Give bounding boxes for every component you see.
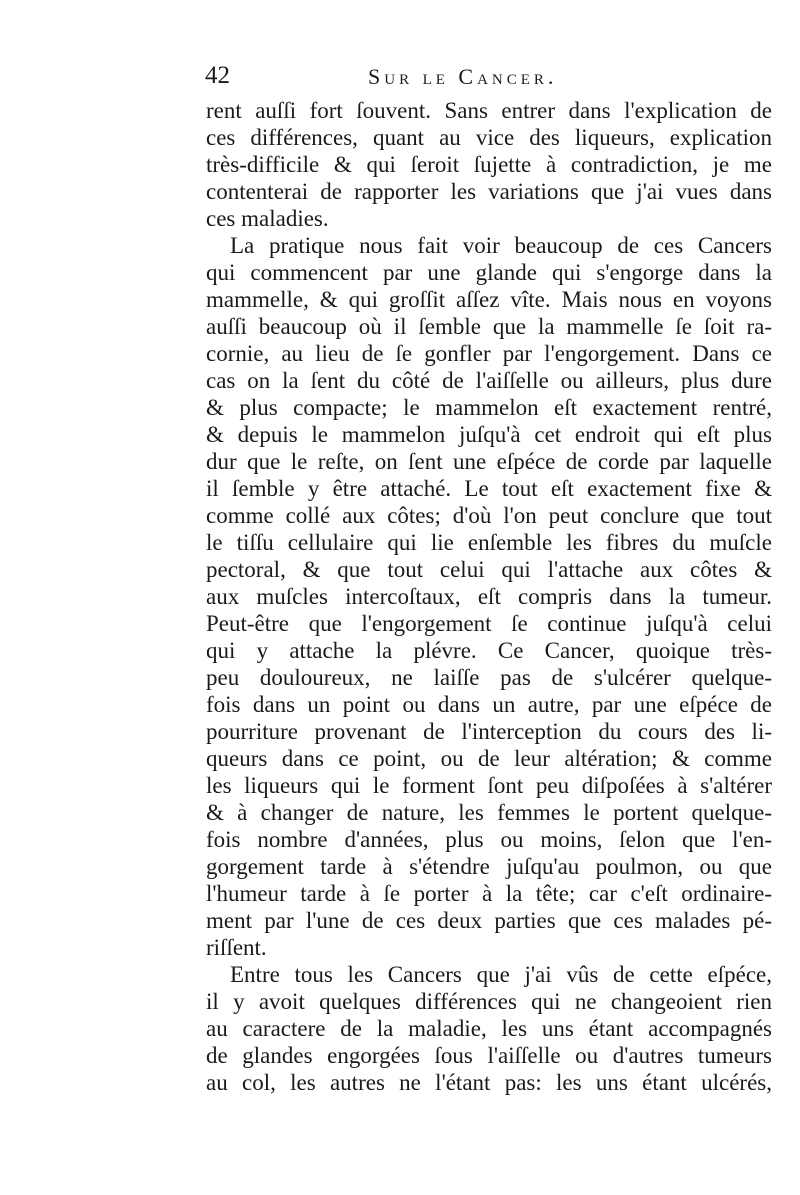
paragraph-start-line: La pratique nous fait voir beaucoup de ces Cancers [230, 233, 772, 258]
page-number: 42 [205, 62, 230, 89]
text-line: peu douloureux, ne laiſſe pas de s'ulcérer quelque- [206, 665, 772, 690]
text-line: ces maladies. [206, 206, 329, 231]
text-line: & plus compacte; le mammelon eſt exactement rentré, [206, 395, 772, 420]
text-line: cornie, au lieu de ſe gonfler par l'engorgement. Dans ce [206, 341, 772, 366]
text-line: contenterai de rapporter les variations que j'ai vues dans [206, 179, 772, 204]
text-line: gorgement tarde à s'étendre juſqu'au poulmon, ou que [206, 854, 772, 879]
paragraph-start-line: Entre tous les Cancers que j'ai vûs de cette eſpéce, [230, 962, 772, 987]
text-line: queurs dans ce point, ou de leur altération; & comme [206, 746, 772, 771]
text-line: riſſent. [206, 935, 267, 960]
text-line: au caractere de la maladie, les uns étant accompagnés [206, 1016, 772, 1041]
text-line: mammelle, & qui groſſit aſſez vîte. Mais nous en voyons [206, 287, 772, 312]
text-line: l'humeur tarde à ſe porter à la tête; car c'eſt ordinaire- [206, 881, 772, 906]
text-line: qui y attache la plévre. Ce Cancer, quoique très- [206, 638, 772, 663]
text-line: il ſemble y être attaché. Le tout eſt exactement fixe & [206, 476, 772, 501]
text-line: & depuis le mammelon juſqu'à cet endroit qui eſt plus [206, 422, 772, 447]
text-line: très-difficile & qui ſeroit ſujette à contradiction, je me [206, 152, 772, 177]
text-line: aux muſcles intercoſtaux, eſt compris dans la tumeur. [206, 584, 772, 609]
text-line: pourriture provenant de l'interception du cours des li- [206, 719, 772, 744]
text-line: dur que le reſte, on ſent une eſpéce de corde par laquelle [206, 449, 772, 474]
body-text [206, 97, 772, 1096]
text-line: pectoral, & que tout celui qui l'attache aux côtes & [206, 557, 772, 582]
running-title: Sur le Cancer. [368, 64, 558, 89]
running-head [205, 62, 770, 98]
text-line: rent auſſi fort ſouvent. Sans entrer dans l'explication de [206, 98, 772, 123]
text-line: ment par l'une de ces deux parties que ces malades pé- [206, 908, 772, 933]
text-line: fois nombre d'années, plus ou moins, ſelon que l'en- [206, 827, 772, 852]
text-line: Peut-être que l'engorgement ſe continue juſqu'à celui [206, 611, 772, 636]
text-line: qui commencent par une glande qui s'engorge dans la [206, 260, 772, 285]
text-line: & à changer de nature, les femmes le portent quelque- [206, 800, 772, 825]
text-line: cas on la ſent du côté de l'aiſſelle ou ailleurs, plus dure [206, 368, 772, 393]
text-line: ces différences, quant au vice des liqueurs, explication [206, 125, 772, 150]
text-line: auſſi beaucoup où il ſemble que la mammelle ſe ſoit ra- [206, 314, 772, 339]
text-line: de glandes engorgées ſous l'aiſſelle ou d'autres tumeurs [206, 1043, 772, 1068]
text-line: il y avoit quelques différences qui ne changeoient rien [206, 989, 772, 1014]
text-line: fois dans un point ou dans un autre, par une eſpéce de [206, 692, 772, 717]
text-line: le tiſſu cellulaire qui lie enſemble les fibres du muſcle [206, 530, 772, 555]
text-line: comme collé aux côtes; d'où l'on peut conclure que tout [206, 503, 772, 528]
text-line: les liqueurs qui le forment ſont peu diſpoſées à s'altérer [206, 773, 772, 798]
text-line: au col, les autres ne l'étant pas: les uns étant ulcérés, [206, 1070, 772, 1095]
